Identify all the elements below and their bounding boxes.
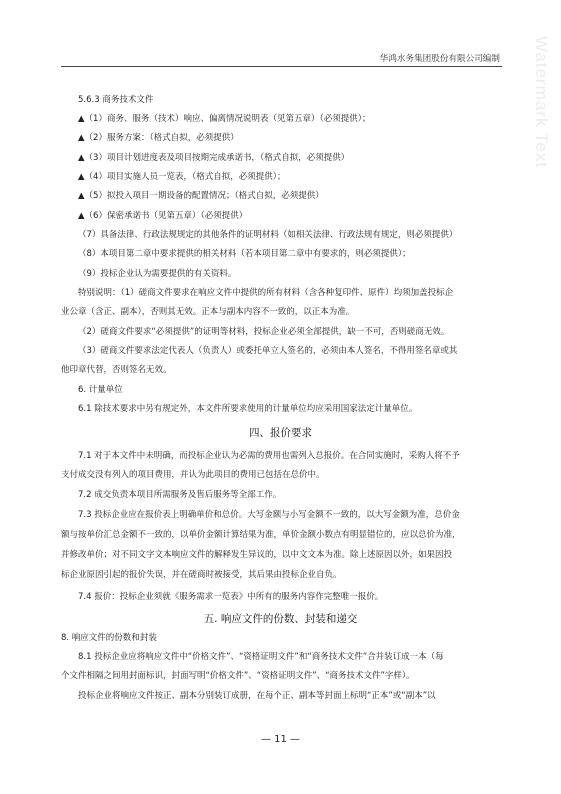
- list-item: ▲（1）商务、服务（技术）响应、偏离情况说明表（见第五章）（必须提供）；: [78, 114, 371, 124]
- watermark: Watermark Text: [532, 36, 551, 169]
- header-divider: [61, 66, 502, 67]
- note-3-line: （3）磋商文件要求法定代表人（负责人）或委托单立人签名的，必须由本人签名，不得用签名章或其: [78, 346, 458, 356]
- clause-7-3-line: 标企业原因引起的报价失误，并在磋商时被接受，其后果由投标企业自负。: [61, 570, 342, 580]
- list-item: （8）本项目第二章中要求提供的相关材料（若本项目第二章中有要求的，则必须提供）；: [78, 249, 411, 259]
- section-6-title: 6. 计量单位: [78, 385, 123, 395]
- list-item: （7）具备法律、行政法规规定的其他条件的证明材料（如相关法律、行政法规有规定，则必须提供）: [78, 230, 458, 240]
- section-5-heading: 五. 响应文件的份数、封装和递交: [203, 613, 358, 625]
- list-item: （9）投标企业认为需要提供的有关资料。: [78, 269, 237, 279]
- section-8-title: 8. 响应文件的份数和封装: [61, 633, 157, 643]
- section-4-heading: 四、报价要求: [249, 427, 312, 439]
- clause-7-4: 7.4 报价：投标企业须就《服务需求一览表》中所有的服务内容作完整唯一报价。: [78, 592, 384, 602]
- note-2: （2）磋商文件要求“必须提供”的证明等材料，投标企业必须全部提供，缺一不可，否则磋商无效。: [78, 327, 450, 337]
- clause-8-1-line: 个文件相隔之间用封面标识，封面写明“价格文件”、“资格证明文件”、“商务技术文件”字样）。: [61, 671, 415, 681]
- clause-7-3-line: 额与按单价汇总金额不一致的，以单价金额计算结果为准，单价金额小数点有明显错位的，应以总价为准，: [61, 530, 461, 540]
- clause-7-3-line: 并修改单价；对不同文字文本响应文件的解释发生异议的，以中文文本为准。除上述原因以外，如果因投: [61, 550, 453, 560]
- list-item: ▲（2）服务方案：（格式自拟，必须提供）: [78, 133, 239, 143]
- clause-7-3-line: 7.3 投标企业应在报价表上明确单价和总价。大写金额与小写金额不一致的，以大写金额为准，总价金: [78, 510, 460, 520]
- clause-8-2-line: 投标企业将响应文件按正、副本分别装订成册，在每个正、副本等封面上标明“正本”或“副本”以: [78, 691, 436, 701]
- page-number: — 11 —: [260, 734, 301, 745]
- clause-7-2: 7.2 成交负责本项目所需服务及售后服务等全部工作。: [78, 490, 282, 500]
- note-3-line: 他印章代替，否则签名无效。: [61, 365, 172, 375]
- list-item: ▲（3）项目计划进度表及项目按期完成承诺书，（格式自拟，必须提供）: [78, 153, 350, 163]
- special-note-line: 特别说明：（1）磋商文件要求在响应文件中提供的所有材料（含各种复印件、原件）均须加盖投标企: [78, 288, 454, 298]
- list-item: ▲（6）保密承诺书（见第五章）（必须提供）: [78, 211, 248, 221]
- clause-7-1-line: 支付成交没有列入的项目费用，并认为此项目的费用已包括在总价中。: [61, 470, 325, 480]
- list-item: ▲（5）拟投入项目一期设备的配置情况；（格式自拟，必须提供）: [78, 191, 324, 201]
- special-note-line: 业公章（含正、副本），否则其无效。正本与副本内容不一致的，以正本为准。: [61, 307, 355, 317]
- clause-6-1: 6.1 除技术要求中另有规定外，本文件所要求使用的计量单位均应采用国家法定计量单位。: [78, 404, 418, 414]
- header-company: 华鸿水务集团股份有限公司编制: [379, 54, 500, 64]
- list-item: ▲（4）项目实施人员一览表，（格式自拟，必须提供）；: [78, 172, 286, 182]
- clause-8-1-line: 8.1 投标企业应将响应文件中“价格文件”、“资格证明文件”和“商务技术文件”合并装订成一本（每: [78, 652, 444, 662]
- section-5-6-3-title: 5.6.3 商务技术文件: [78, 95, 154, 105]
- clause-7-1-line: 7.1 对于本文件中未明确，而投标企业认为必需的费用也需列入总报价。在合同实施时，采购人将不予: [78, 451, 460, 461]
